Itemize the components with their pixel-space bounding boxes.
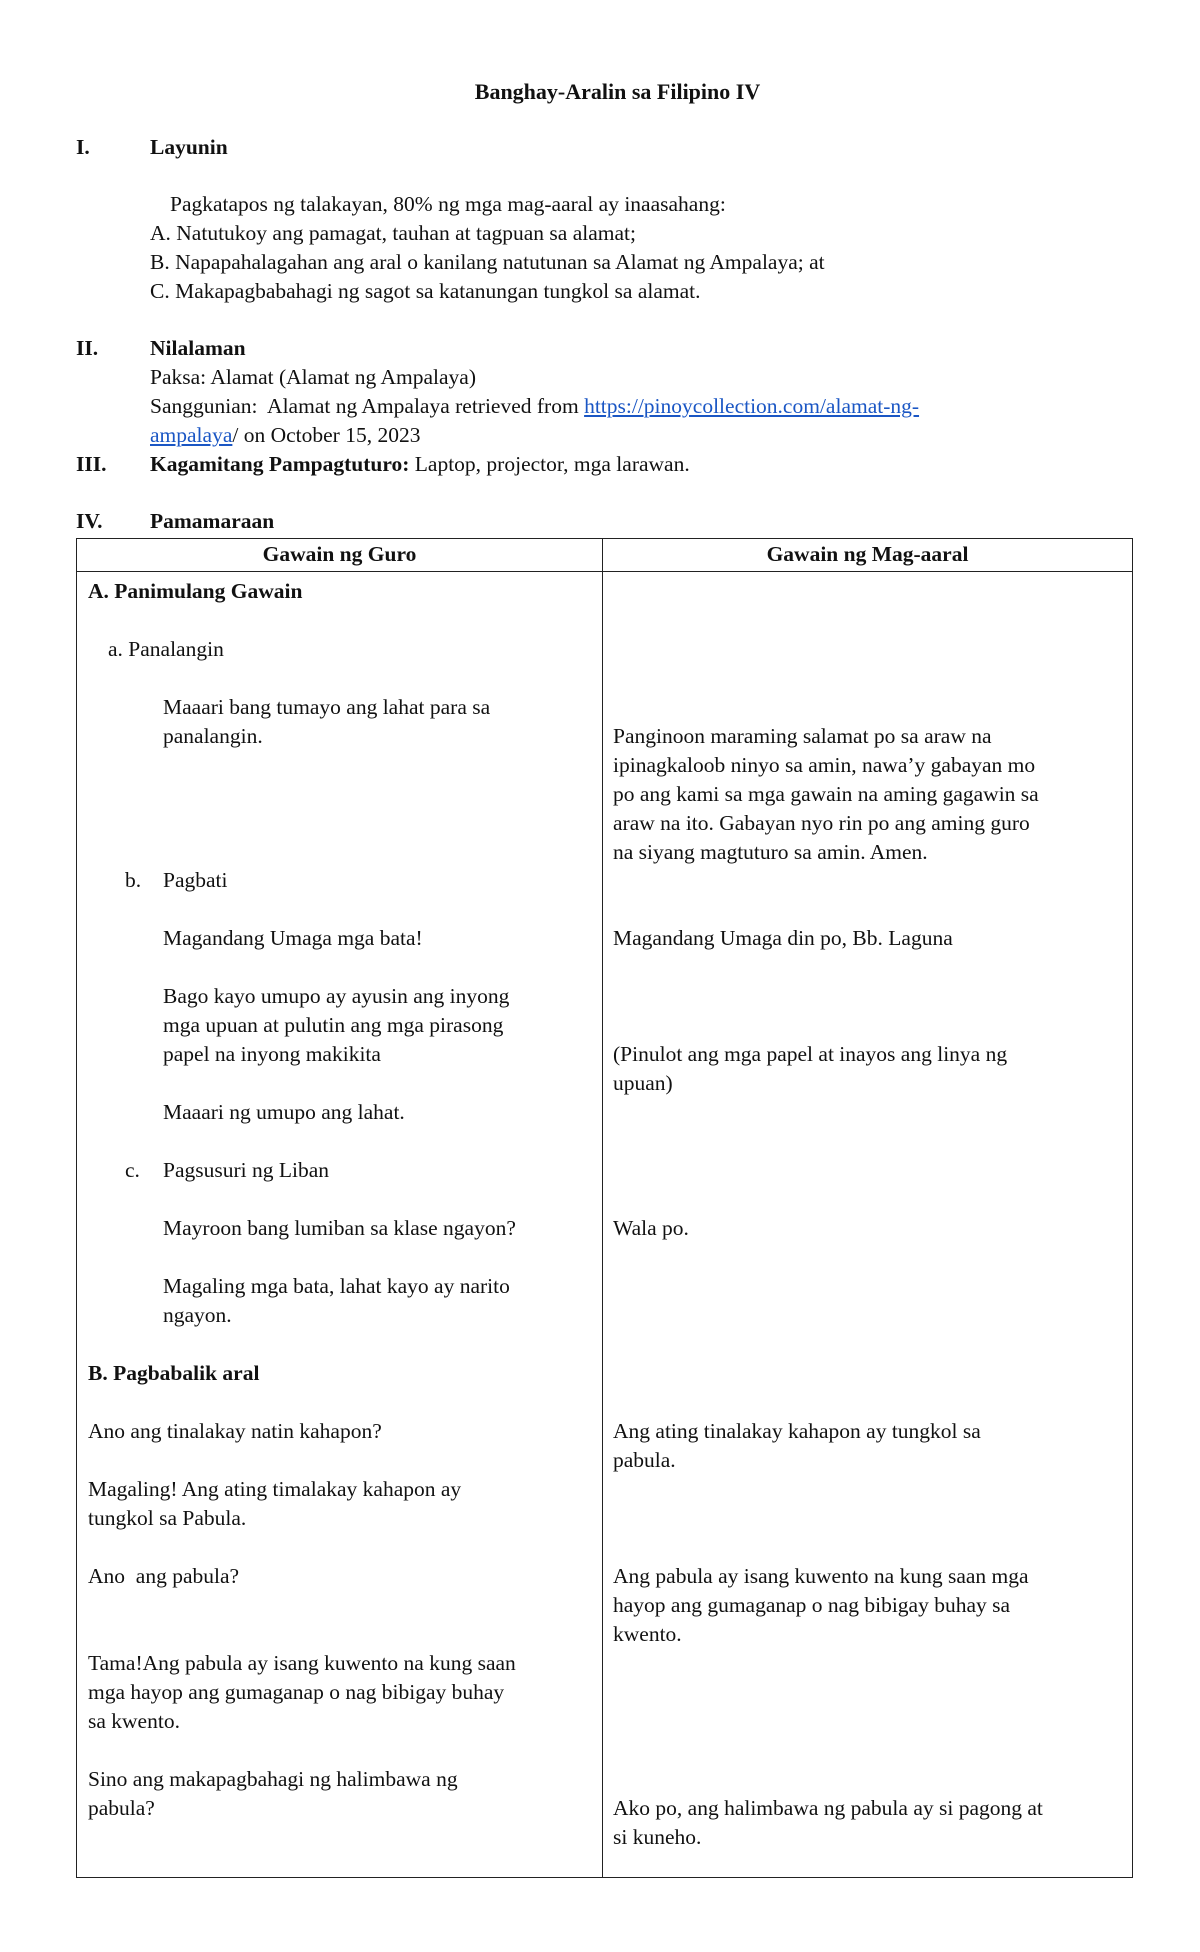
topic-line: Paksa: Alamat (Alamat ng Ampalaya) [150, 365, 476, 389]
teacher-line: ngayon. [163, 1303, 232, 1327]
teacher-line: Ano ang tinalakay natin kahapon? [88, 1419, 382, 1443]
teacher-line: Sino ang makapagbahagi ng halimbawa ng [88, 1767, 458, 1791]
greeting-heading: Pagbati [163, 868, 228, 892]
reference-link-continued[interactable]: ampalaya [150, 423, 233, 447]
section-4-number: IV. [76, 509, 103, 533]
teacher-line: tungkol sa Pabula. [88, 1506, 247, 1530]
teacher-line: papel na inyong makikita [163, 1042, 381, 1066]
section-2-number: II. [76, 336, 99, 360]
student-line: upuan) [613, 1071, 673, 1095]
item-letter-c: c. [125, 1158, 140, 1182]
teacher-line: sa kwento. [88, 1709, 180, 1733]
procedure-table [76, 538, 1133, 1878]
section-2-heading: Nilalaman [150, 336, 246, 360]
teacher-line: mga upuan at pulutin ang mga pirasong [163, 1013, 504, 1037]
student-line: Ang pabula ay isang kuwento na kung saan mga [613, 1564, 1029, 1588]
teacher-cell [77, 572, 603, 1878]
student-line: ipinagkaloob ninyo sa amin, nawa’y gabayan mo [613, 753, 1036, 777]
student-line: Wala po. [613, 1216, 689, 1240]
item-letter-b: b. [125, 868, 142, 892]
student-cell [603, 572, 1133, 1878]
reference-line-2 [150, 423, 420, 448]
student-line: pabula. [613, 1448, 676, 1472]
section-1-heading: Layunin [150, 135, 228, 159]
student-line: Ang ating tinalakay kahapon ay tungkol sa [613, 1419, 981, 1443]
student-line: si kuneho. [613, 1825, 702, 1849]
materials-text: Laptop, projector, mga larawan. [409, 452, 690, 476]
teacher-line: Maaari bang tumayo ang lahat para sa [163, 695, 491, 719]
teacher-line: mga hayop ang gumaganap o nag bibigay buhay [88, 1680, 505, 1704]
section-3-number: III. [76, 452, 107, 476]
column-header-student: Gawain ng Mag-aaral [603, 539, 1133, 572]
teacher-line: pabula? [88, 1796, 155, 1820]
student-line: (Pinulot ang mga papel at inayos ang linya ng [613, 1042, 1008, 1066]
section-1-number: I. [76, 135, 90, 159]
page-title: Banghay-Aralin sa Filipino IV [474, 79, 761, 104]
reference-link[interactable]: https://pinoycollection.com/alamat-ng- [584, 394, 920, 418]
teacher-line: Bago kayo umupo ay ayusin ang inyong [163, 984, 510, 1008]
prayer-heading: a. Panalangin [108, 637, 224, 661]
student-line: Panginoon maraming salamat po sa araw na [613, 724, 992, 748]
objective-a: A. Natutukoy ang pamagat, tauhan at tagpuan sa alamat; [150, 221, 636, 245]
column-header-teacher: Gawain ng Guro [77, 539, 603, 572]
student-line: na siyang magtuturo sa amin. Amen. [613, 840, 928, 864]
teacher-line: Maaari ng umupo ang lahat. [163, 1100, 405, 1124]
teacher-line: Tama!Ang pabula ay isang kuwento na kung saan [88, 1651, 516, 1675]
teacher-line: panalangin. [163, 724, 263, 748]
section-a-heading: A. Panimulang Gawain [88, 579, 303, 603]
student-line: araw na ito. Gabayan nyo rin po ang aming guro [613, 811, 1030, 835]
student-line: hayop ang gumaganap o nag bibigay buhay sa [613, 1593, 1011, 1617]
materials-line [150, 452, 690, 477]
section-3-heading: Kagamitang Pampagtuturo: [150, 452, 410, 476]
student-line: Ako po, ang halimbawa ng pabula ay si pagong at [613, 1796, 1043, 1820]
teacher-line: Magandang Umaga mga bata! [163, 926, 423, 950]
teacher-line: Mayroon bang lumiban sa klase ngayon? [163, 1216, 516, 1240]
teacher-line: Ano ang pabula? [88, 1564, 240, 1588]
reference-date: / on October 15, 2023 [232, 423, 421, 447]
student-line: kwento. [613, 1622, 682, 1646]
section-4-heading: Pamamaraan [150, 509, 275, 533]
objective-c: C. Makapagbabahagi ng sagot sa katanungan tungkol sa alamat. [150, 279, 701, 303]
teacher-line: Magaling! Ang ating timalakay kahapon ay [88, 1477, 462, 1501]
table-header-row [77, 539, 1133, 572]
student-line: Magandang Umaga din po, Bb. Laguna [613, 926, 953, 950]
objectives-intro: Pagkatapos ng talakayan, 80% ng mga mag-aaral ay inaasahang: [170, 192, 726, 216]
teacher-line: Magaling mga bata, lahat kayo ay narito [163, 1274, 510, 1298]
table-row [77, 572, 1133, 1878]
section-b-heading: B. Pagbabalik aral [88, 1361, 260, 1385]
reference-line [150, 394, 919, 419]
attendance-heading: Pagsusuri ng Liban [163, 1158, 330, 1182]
student-line: po ang kami sa mga gawain na aming gagawin sa [613, 782, 1039, 806]
reference-label: Sanggunian: Alamat ng Ampalaya retrieved from [150, 394, 585, 418]
objective-b: B. Napapahalagahan ang aral o kanilang natutunan sa Alamat ng Ampalaya; at [150, 250, 825, 274]
